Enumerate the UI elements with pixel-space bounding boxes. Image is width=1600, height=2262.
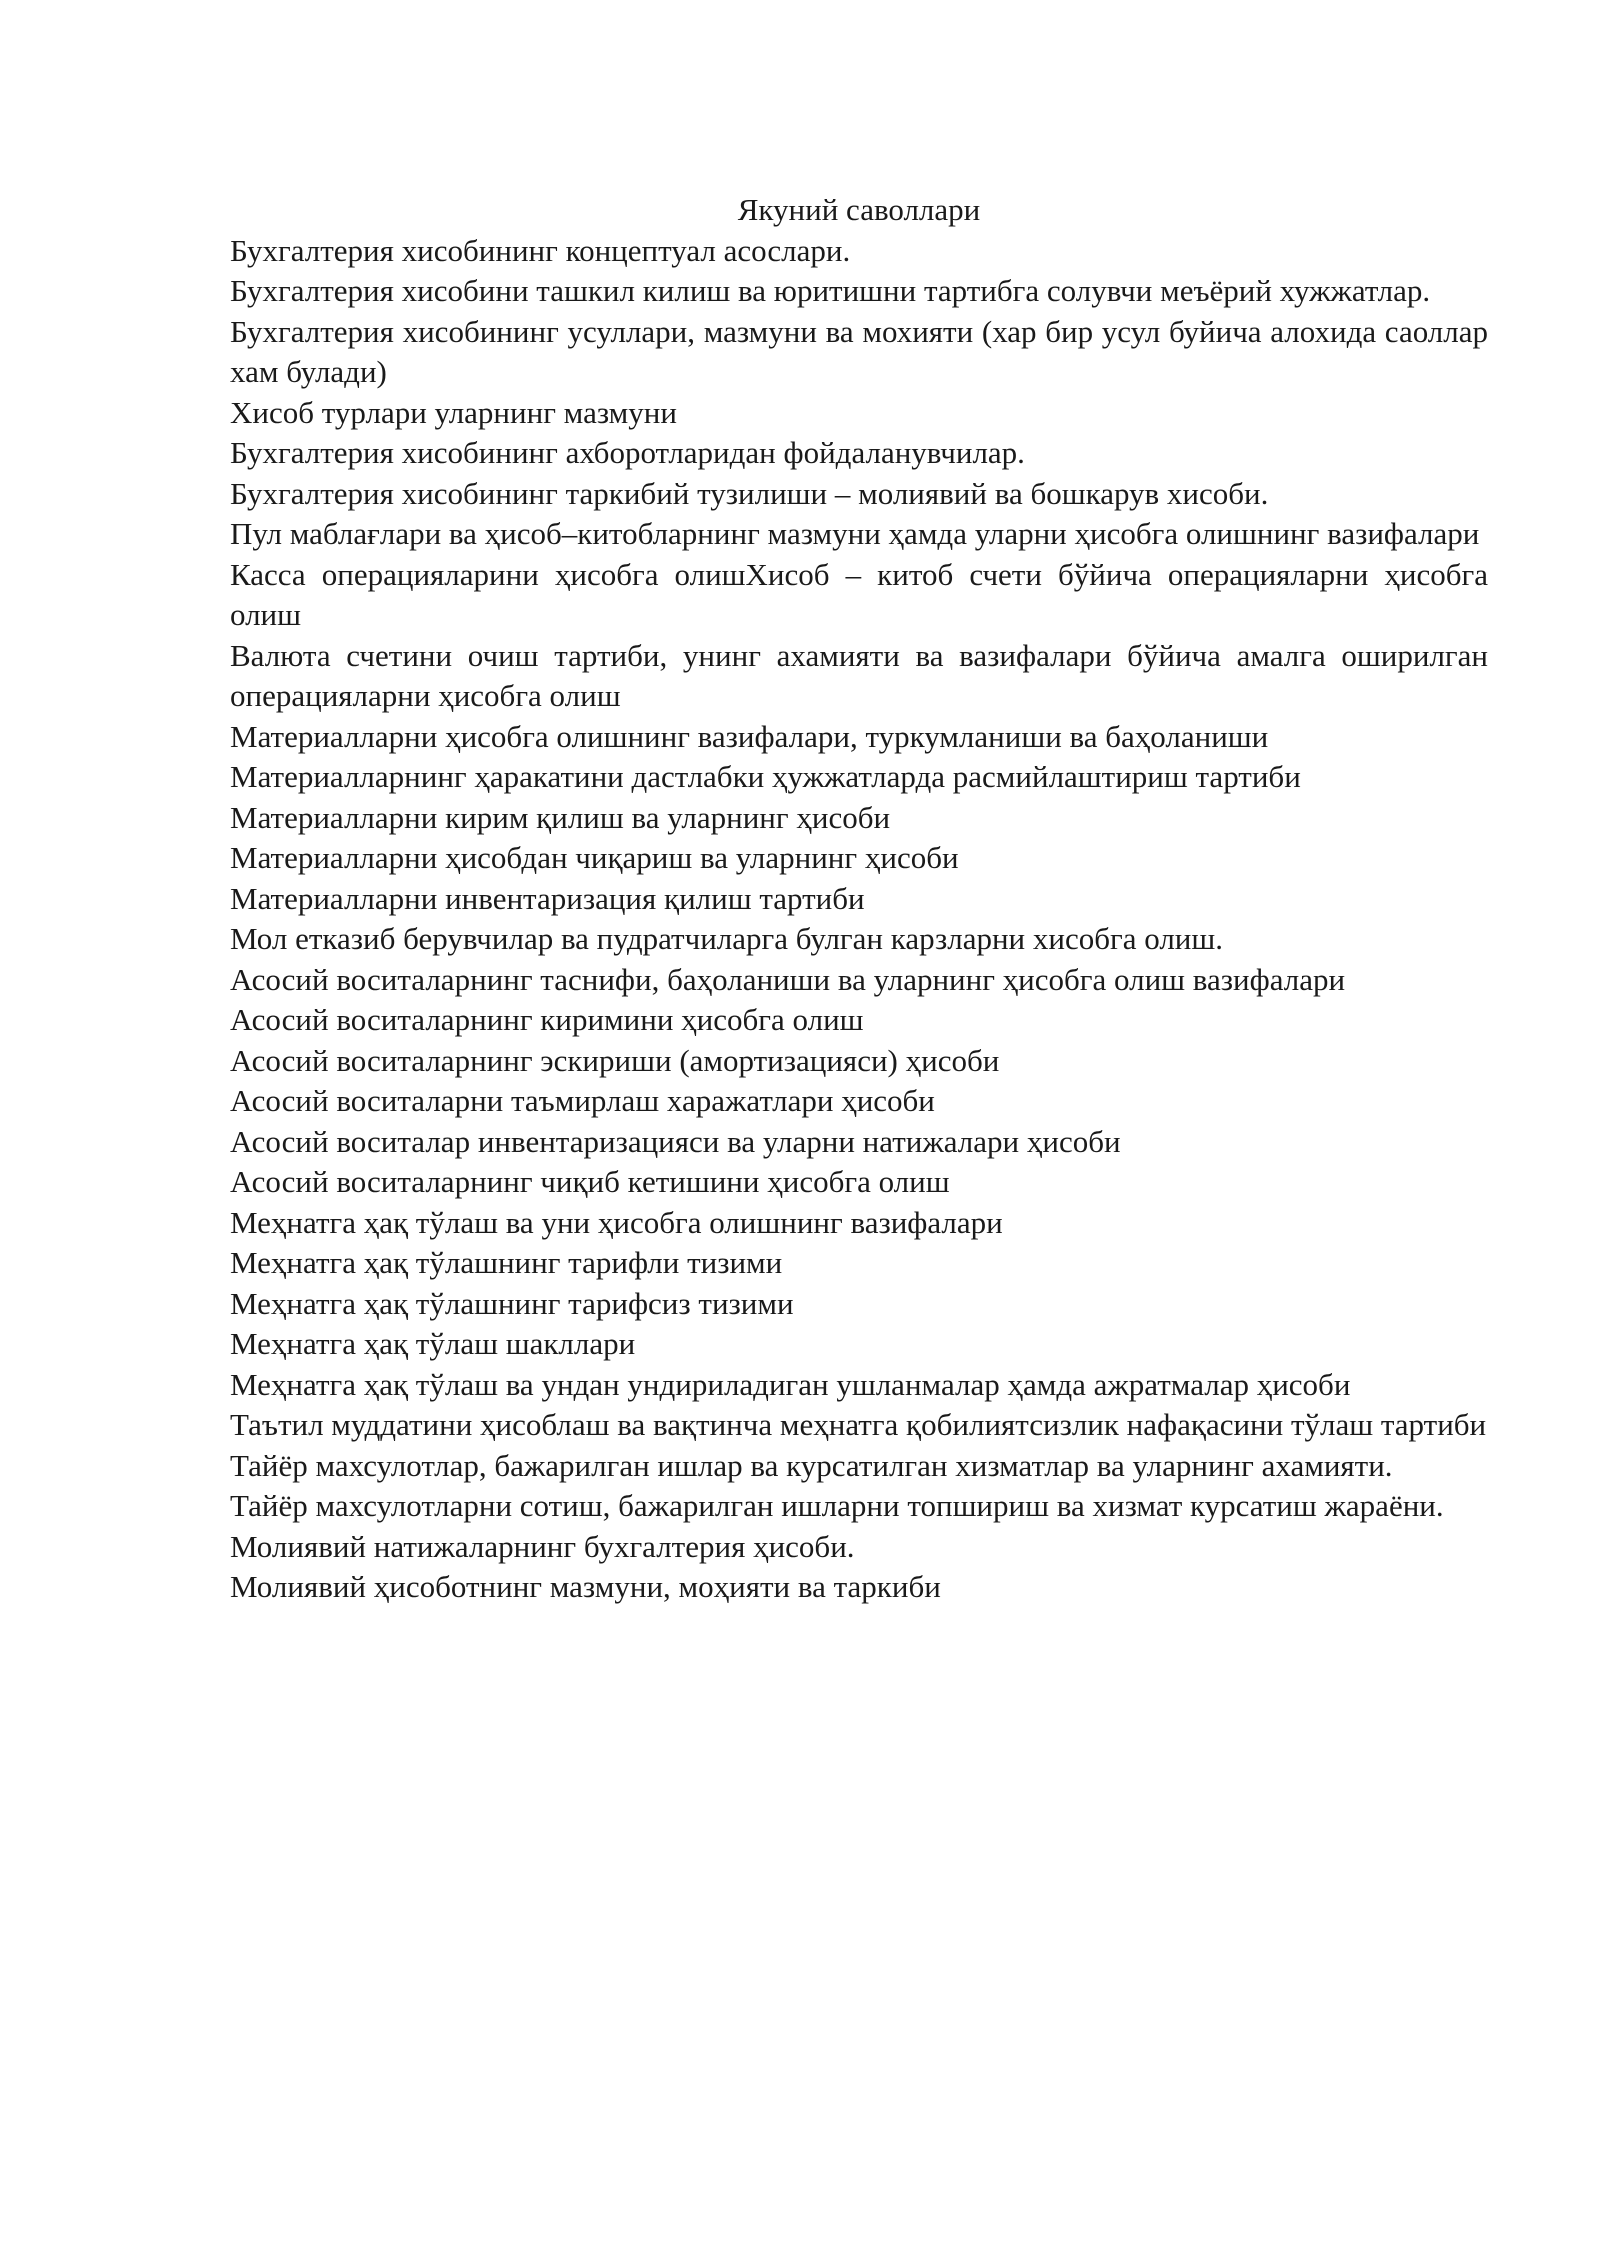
question-item: Асосий воситаларнинг таснифи, баҳоланиши ва уларнинг ҳисобга олиш вазифалари xyxy=(230,961,1346,997)
question-item: Бухгалтерия хисобининг таркибий тузилиши – молиявий ва бошкарув хисоби. xyxy=(230,475,1269,511)
question-item: Бухгалтерия хисобини ташкил килиш ва юритишни тартибга солувчи меъёрий хужжатлар. xyxy=(230,273,1431,308)
question-item: Асосий воситаларни таъмирлаш харажатлари ҳисоби xyxy=(230,1083,935,1118)
question-item: Мол етказиб берувчилар ва пудратчиларга булган карзларни хисобга олиш. xyxy=(230,921,1223,956)
question-item: Меҳнатга ҳақ тўлашнинг тарифсиз тизими xyxy=(230,1285,794,1321)
question-item: Меҳнатга ҳақ тўлаш ва ундан ундириладиган ушланмалар ҳамда ажратмалар ҳисоби xyxy=(230,1366,1351,1402)
question-item: Молиявий ҳисоботнинг мазмуни, моҳияти ва таркиби xyxy=(230,1569,941,1604)
question-item: Бухгалтерия хисобининг усуллари, мазмуни ва мохияти (хар бир усул буйича алохида саоллар хам булади) xyxy=(230,313,1488,389)
question-item: Касса операцияларини ҳисобга олишХисоб – китоб счети бўйича операцияларни ҳисобга олиш xyxy=(230,556,1488,632)
question-item: Материалларни кирим қилиш ва уларнинг ҳисоби xyxy=(230,799,891,835)
question-item: Асосий воситаларнинг эскириши (амортизацияси) ҳисоби xyxy=(230,1042,1000,1078)
question-item: Меҳнатга ҳақ тўлаш ва уни ҳисобга олишнинг вазифалари xyxy=(230,1204,1003,1240)
document-title: Якуний саволлари xyxy=(737,192,981,227)
question-item: Пул маблағлари ва ҳисоб–китобларнинг мазмуни ҳамда уларни ҳисобга олишнинг вазифалари xyxy=(230,516,1480,551)
question-item: Валюта счетини очиш тартиби, унинг ахамияти ва вазифалари бўйича амалга оширилган операцияларни ҳисобга олиш xyxy=(230,637,1488,713)
question-item: Меҳнатга ҳақ тўлаш шакллари xyxy=(230,1326,636,1361)
question-item: Материалларни ҳисобдан чиқариш ва уларнинг ҳисоби xyxy=(230,840,959,875)
question-item: Тайёр махсулотларни сотиш, бажарилган ишларни топшириш ва хизмат курсатиш жараёни. xyxy=(230,1488,1444,1523)
question-item: Асосий воситаларнинг чиқиб кетишини ҳисобга олиш xyxy=(230,1164,950,1199)
question-item: Тайёр махсулотлар, бажарилган ишлар ва курсатилган хизматлар ва уларнинг ахамияти. xyxy=(230,1447,1393,1483)
question-item: Молиявий натижаларнинг бухгалтерия ҳисоби. xyxy=(230,1528,855,1564)
question-item: Асосий воситаларнинг киримини ҳисобга олиш xyxy=(230,1002,864,1037)
question-item: Бухгалтерия хисобининг концептуал асослари. xyxy=(230,232,851,268)
document-body xyxy=(230,190,1488,1608)
question-item: Материалларни инвентаризация қилиш тартиби xyxy=(230,880,865,916)
question-list xyxy=(230,231,1488,1608)
question-item: Меҳнатга ҳақ тўлашнинг тарифли тизими xyxy=(230,1245,783,1280)
question-item: Материалларнинг ҳаракатини дастлабки ҳужжатларда расмийлаштириш тартиби xyxy=(230,759,1301,794)
question-item: Материалларни ҳисобга олишнинг вазифалари, туркумланиши ва баҳоланиши xyxy=(230,718,1269,754)
question-item: Таътил муддатини ҳисоблаш ва вақтинча меҳнатга қобилиятсизлик нафақасини тўлаш тартиби xyxy=(230,1407,1487,1442)
question-item: Бухгалтерия хисобининг ахборотларидан фойдаланувчилар. xyxy=(230,435,1025,470)
question-item: Асосий воситалар инвентаризацияси ва уларни натижалари ҳисоби xyxy=(230,1123,1121,1159)
question-item: Хисоб турлари уларнинг мазмуни xyxy=(230,394,677,430)
